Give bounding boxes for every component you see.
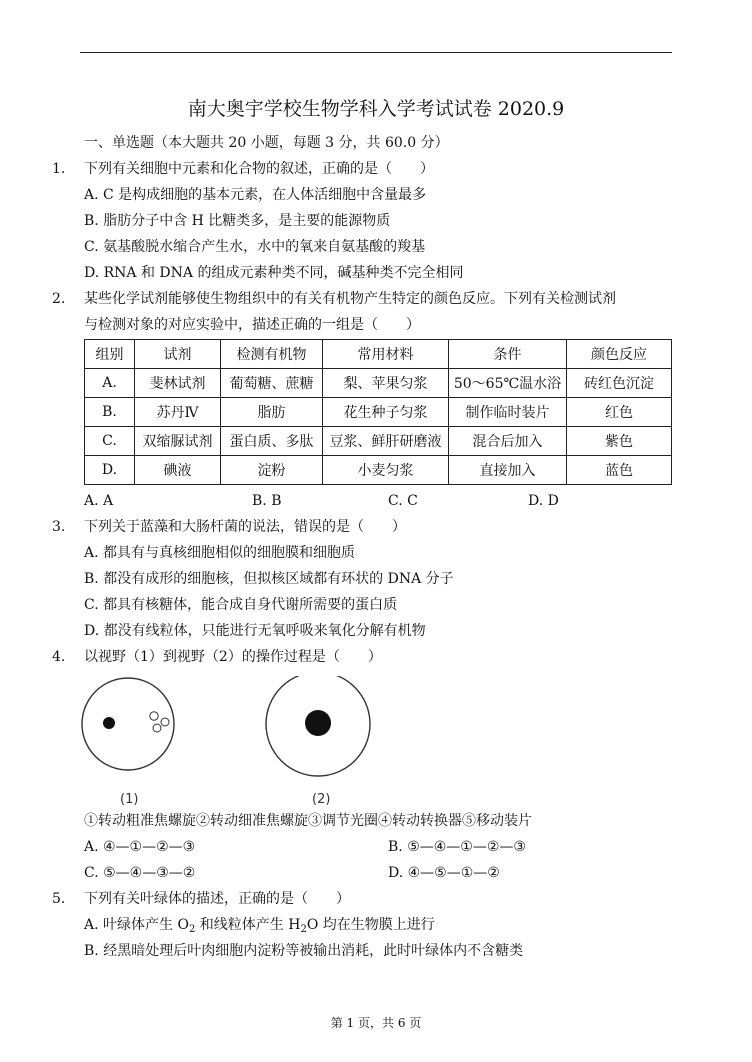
figure-label-1: (1) <box>120 792 139 807</box>
table-cell: 50～65℃温水浴 <box>449 369 567 398</box>
q2-stem-line2: 与检测对象的对应实验中，描述正确的一组是（ ） <box>84 317 420 333</box>
header-rule <box>80 52 672 53</box>
q5-option-a <box>84 915 435 935</box>
subscript: 2 <box>188 924 196 935</box>
table-cell: 梨、苹果匀浆 <box>323 369 449 398</box>
q2-number: 2. <box>52 291 66 307</box>
table-header-row <box>85 340 672 369</box>
q1-option-c: C. 氨基酸脱水缩合产生水，水中的氧来自氨基酸的羧基 <box>84 239 426 255</box>
table-header-cell: 条件 <box>449 340 567 369</box>
table-cell: 花生种子匀浆 <box>323 398 449 427</box>
section-heading: 一、单选题（本大题共 20 小题，每题 3 分，共 60.0 分） <box>84 135 449 151</box>
specimen-dot <box>103 717 115 729</box>
table-cell: A. <box>85 369 135 398</box>
table-cell: 脂肪 <box>221 398 323 427</box>
table-row <box>85 456 672 485</box>
table-header-cell: 常用材料 <box>323 340 449 369</box>
q5-option-a-text: O 均在生物膜上进行 <box>306 917 435 933</box>
q3-option-b: B. 都没有成形的细胞核，但拟核区域都有环状的 DNA 分子 <box>84 571 454 587</box>
q4-option-b: B. ⑤—④—①—②—③ <box>388 839 526 855</box>
table-cell: 淀粉 <box>221 456 323 485</box>
table-cell: D. <box>85 456 135 485</box>
reagent-table <box>84 339 672 485</box>
table-cell: 制作临时装片 <box>449 398 567 427</box>
q2-option-a: A. A <box>84 493 114 509</box>
table-cell: 斐林试剂 <box>135 369 221 398</box>
table-cell: 蛋白质、多肽 <box>221 427 323 456</box>
q3-option-a: A. 都具有与真核细胞相似的细胞膜和细胞质 <box>84 545 356 561</box>
table-header-cell: 检测有机物 <box>221 340 323 369</box>
table-cell: 豆浆、鲜肝研磨液 <box>323 427 449 456</box>
q5-option-b: B. 经黑暗处理后叶肉细胞内淀粉等被输出消耗，此时叶绿体内不含糖类 <box>84 943 524 959</box>
q3-stem: 下列关于蓝藻和大肠杆菌的说法，错误的是（ ） <box>84 519 406 535</box>
q5-option-a-text: A. 叶绿体产生 O <box>84 917 189 933</box>
q1-option-a: A. C 是构成细胞的基本元素，在人体活细胞中含量最多 <box>84 187 427 203</box>
q4-option-a: A. ④—①—②—③ <box>84 839 196 855</box>
table-row <box>85 398 672 427</box>
table-cell: 苏丹Ⅳ <box>135 398 221 427</box>
table-cell: 紫色 <box>567 427 672 456</box>
table-cell: B. <box>85 398 135 427</box>
q3-option-c: C. 都具有核糖体，能合成自身代谢所需要的蛋白质 <box>84 597 398 613</box>
q1-option-d: D. RNA 和 DNA 的组成元素种类不同，碱基种类不完全相同 <box>84 265 464 281</box>
microscope-fields-figure <box>80 676 380 808</box>
figure-label-2: (2) <box>312 792 331 807</box>
q1-option-b: B. 脂肪分子中含 H 比糖类多，是主要的能源物质 <box>84 213 391 229</box>
table-cell: 混合后加入 <box>449 427 567 456</box>
q2-stem-line1: 某些化学试剂能够使生物组织中的有关有机物产生特定的颜色反应。下列有关检测试剂 <box>84 291 616 307</box>
table-row <box>85 427 672 456</box>
table-cell: 蓝色 <box>567 456 672 485</box>
q1-stem: 下列有关细胞中元素和化合物的叙述，正确的是（ ） <box>84 161 434 177</box>
q2-option-b: B. B <box>252 493 282 509</box>
q4-stem: 以视野（1）到视野（2）的操作过程是（ ） <box>84 649 382 665</box>
q5-option-a-text: 和线粒体产生 H <box>195 917 301 933</box>
field-of-view-1 <box>82 678 174 770</box>
table-cell: 直接加入 <box>449 456 567 485</box>
exam-title: 南大奥宇学校生物学科入学考试试卷 2020.9 <box>187 98 565 120</box>
field-of-view-2 <box>266 676 370 776</box>
table-cell: 葡萄糖、蔗糖 <box>221 369 323 398</box>
table-header-cell: 颜色反应 <box>567 340 672 369</box>
table-cell: 双缩脲试剂 <box>135 427 221 456</box>
table-cell: 砖红色沉淀 <box>567 369 672 398</box>
q4-number: 4. <box>52 649 66 665</box>
subscript: 2 <box>300 924 307 935</box>
q2-option-c: C. C <box>388 493 418 509</box>
q1-number: 1. <box>52 161 66 177</box>
q4-option-c: C. ⑤—④—③—② <box>84 865 196 881</box>
q4-operations: ①转动粗准焦螺旋②转动细准焦螺旋③调节光圈④转动转换器⑤移动装片 <box>84 813 532 829</box>
q5-number: 5. <box>52 891 66 907</box>
q3-option-d: D. 都没有线粒体，只能进行无氧呼吸来氧化分解有机物 <box>84 623 426 639</box>
table-header-cell: 试剂 <box>135 340 221 369</box>
q3-number: 3. <box>52 519 66 535</box>
table-cell: C. <box>85 427 135 456</box>
table-header-cell: 组别 <box>85 340 135 369</box>
specimen-dot-magnified <box>305 710 331 736</box>
table-row <box>85 369 672 398</box>
q4-option-d: D. ④—⑤—①—② <box>388 865 500 881</box>
table-cell: 碘液 <box>135 456 221 485</box>
table-cell: 红色 <box>567 398 672 427</box>
table-cell: 小麦匀浆 <box>323 456 449 485</box>
page-footer: 第 1 页，共 6 页 <box>330 1016 422 1030</box>
q2-option-d: D. D <box>528 493 559 509</box>
q5-stem: 下列有关叶绿体的描述，正确的是（ ） <box>84 891 350 907</box>
